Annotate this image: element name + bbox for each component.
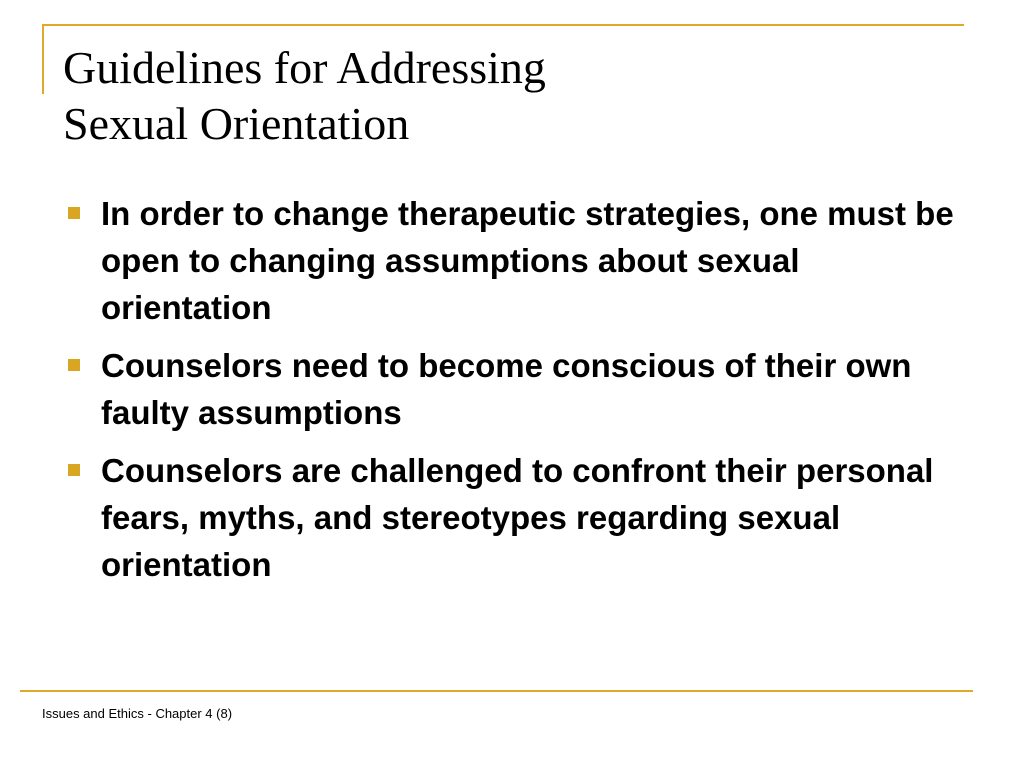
- slide-title: [63, 40, 963, 152]
- bullet-item: [66, 342, 966, 436]
- title-frame-left-rule: [42, 24, 44, 94]
- slide-title-line-1: Guidelines for Addressing: [63, 42, 546, 93]
- bullet-item: [66, 190, 966, 331]
- bullet-text: In order to change therapeutic strategies, one must be open to changing assumptions about sexual orientation: [101, 195, 954, 326]
- bullet-text: Counselors need to become conscious of their own faulty assumptions: [101, 347, 912, 431]
- bullet-item: [66, 447, 966, 588]
- slide-title-line-2: Sexual Orientation: [63, 98, 410, 149]
- bullet-list: [66, 190, 966, 599]
- square-bullet-icon: [68, 207, 80, 219]
- bullet-text: Counselors are challenged to confront their personal fears, myths, and stereotypes regarding sexual orientation: [101, 452, 934, 583]
- square-bullet-icon: [68, 359, 80, 371]
- title-frame-top-rule: [42, 24, 964, 26]
- footer-text: Issues and Ethics - Chapter 4 (8): [42, 706, 233, 721]
- square-bullet-icon: [68, 464, 80, 476]
- footer-rule: [20, 690, 973, 692]
